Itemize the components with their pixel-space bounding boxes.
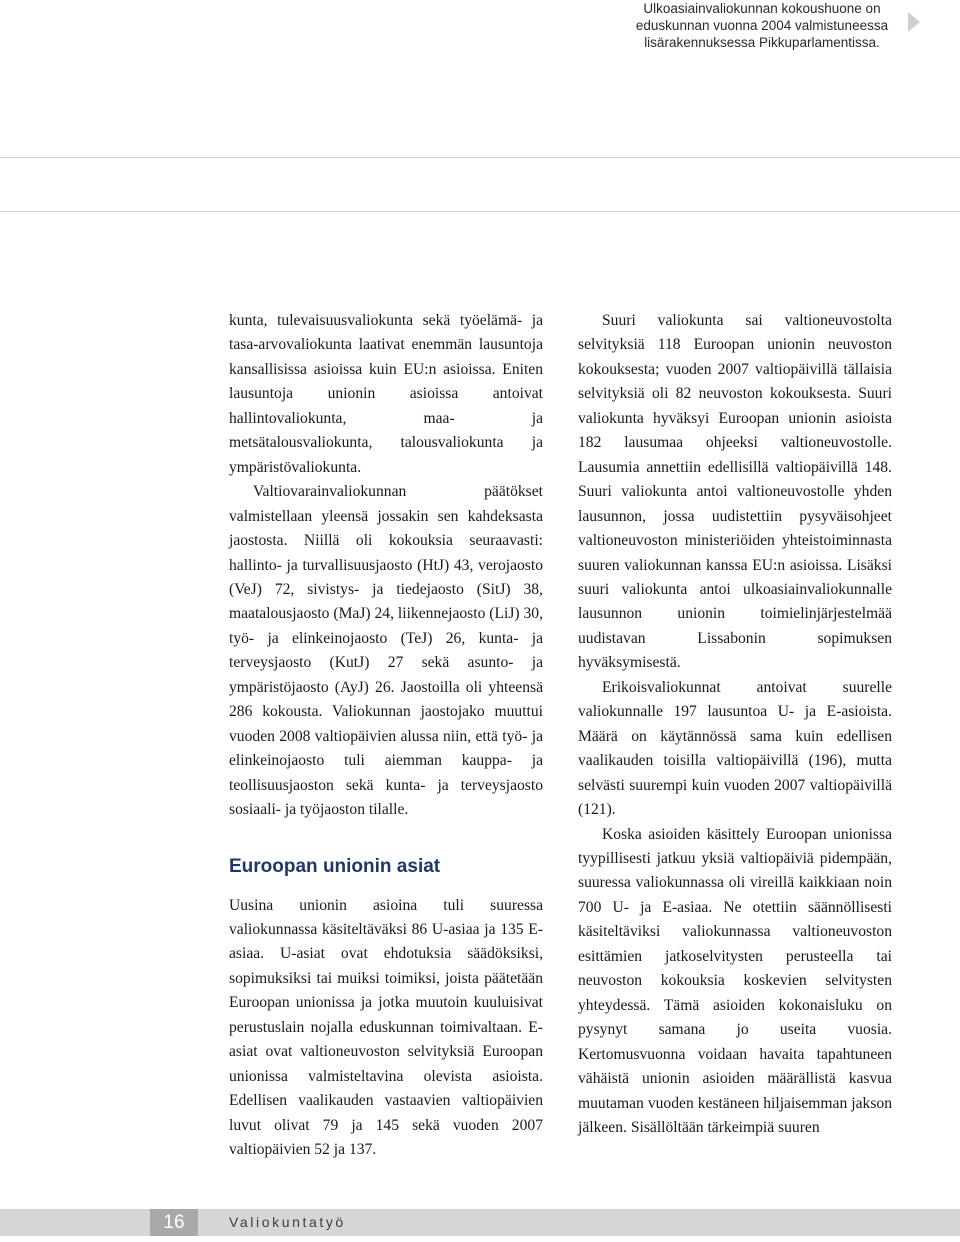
paragraph: kunta, tulevaisuusvaliokunta sekä työelämä- ja tasa-arvovaliokunta laativat enemmän lausuntoja kansallisissa asioissa kuin EU:n asioissa. Eniten lausuntoja unionin asioissa antoivat hallintovaliokunta, maa- ja metsätalousvaliokunta, talousvaliokunta ja ympäristövaliokunta.: [229, 312, 543, 476]
photo-caption: [630, 0, 894, 51]
paragraph: Erikoisvaliokunnat antoivat suurelle valiokunnalle 197 lausuntoa U- ja E-asioista. Määrä on käytännössä sama kuin edellisen vaalikauden toisilla valtiopäivillä (196), mutta selvästi suurempi kuin vuoden 2007 valtiopäivillä (121).: [578, 678, 892, 819]
paragraph: Koska asioiden käsittely Euroopan unionissa tyypillisesti jatkuu yksiä valtiopäiviä pidempään, suuressa valiokunnassa oli vireillä kaikkiaan noin 700 U- ja E-asiaa. Ne otettiin säännöllisesti käsiteltäviksi valiokunnassa valtioneuvoston esittämien jatkoselvitysten perusteella tai neuvoston kokouksia koskevien selvitysten yhteydessä. Tämä asioiden kokonaisluku on pysynyt samana jo useita vuosia. Kertomusvuonna voidaan havaita tapahtuneen vähäistä unionin asioiden määrällistä kasvua muutaman vuoden kestäneen hiljaisemman jakson jälkeen. Sisällöltään tärkeimpiä suuren: [578, 825, 892, 1136]
footer-bar: [0, 1209, 960, 1236]
caption-arrow-icon: [906, 10, 922, 34]
divider: [0, 157, 960, 158]
footer-title: Valiokuntatyö: [229, 1214, 346, 1230]
caption-line: eduskunnan vuonna 2004 valmistuneessa: [635, 18, 889, 33]
paragraph: Uusina unionin asioina tuli suuressa valiokunnassa käsiteltäväksi 86 U-asiaa ja 135 E-asiaa. U-asiat ovat ehdotuksia säädöksiksi, sopimuksiksi tai muiksi toimiksi, joista päätetään Euroopan unionissa ja jotka muutoin kuuluisivat perustuslain nojalla eduskunnan toimivaltaan. E-asiat ovat valtioneuvoston selvityksiä Euroopan unionissa valmisteltavina olevista asioista. Edellisen vaalikauden vastaavien valtiopäivien luvut olivat 79 ja 145 sekä vuoden 2007 valtiopäivien 52 ja 137.: [229, 896, 543, 1159]
right-column: [578, 309, 892, 1140]
paragraph: Valtiovarainvaliokunnan päätökset valmistellaan yleensä jossakin sen kahdeksasta jaostosta. Niillä oli kokouksia seuraavasti: hallinto- ja turvallisuusjaosto (HtJ) 43, verojaosto (VeJ) 72, sivistys- ja tiedejaosto (SitJ) 38, maatalousjaosto (MaJ) 24, liikennejaosto (LiJ) 30, työ- ja elinkeinojaosto (TeJ) 26, kunta- ja terveysjaosto (KutJ) 27 sekä asunto- ja ympäristöjaosto (AyJ) 26. Jaostoilla oli yhteensä 286 kokousta. Valiokunnan jaostojako muuttui vuoden 2008 valtiopäivien alussa niin, että työ- ja elinkeinojaosto tuli aiemman kauppa- ja teollisuusjaoston sekä kunta- ja terveysjaosto sosiaali- ja työjaoston tilalle.: [229, 483, 543, 819]
page-number: 16: [150, 1209, 198, 1236]
left-column: [229, 309, 543, 1163]
caption-line: Ulkoasiainvaliokunnan kokoushuone on: [643, 1, 881, 16]
section-heading: Euroopan unionin asiat: [229, 855, 441, 877]
divider: [0, 211, 960, 212]
caption-line: lisärakennuksessa Pikkuparlamentissa.: [644, 35, 880, 50]
paragraph: Suuri valiokunta sai valtioneuvostolta selvityksiä 118 Euroopan unionin neuvoston kokouksesta; vuoden 2007 valtiopäivillä tällaisia selvityksiä oli 82 neuvoston kokouksesta. Suuri valiokunta hyväksyi Euroopan unionin asioista 182 lausumaa ohjeeksi valtioneuvostolle. Lausumia annettiin edellisillä valtiopäivillä 148. Suuri valiokunta antoi valtioneuvostolle yhden lausunnon, jossa uudistettiin pysyväisohjeet valtioneuvoston ministeriöiden yhteistoiminnasta suuren valiokunnan kanssa EU:n asioissa. Lisäksi suuri valiokunta antoi ulkoasiainvaliokunnalle lausunnon unionin toimielinjärjestelmää uudistavan Lissabonin sopimuksen hyväksymisestä.: [578, 312, 892, 672]
